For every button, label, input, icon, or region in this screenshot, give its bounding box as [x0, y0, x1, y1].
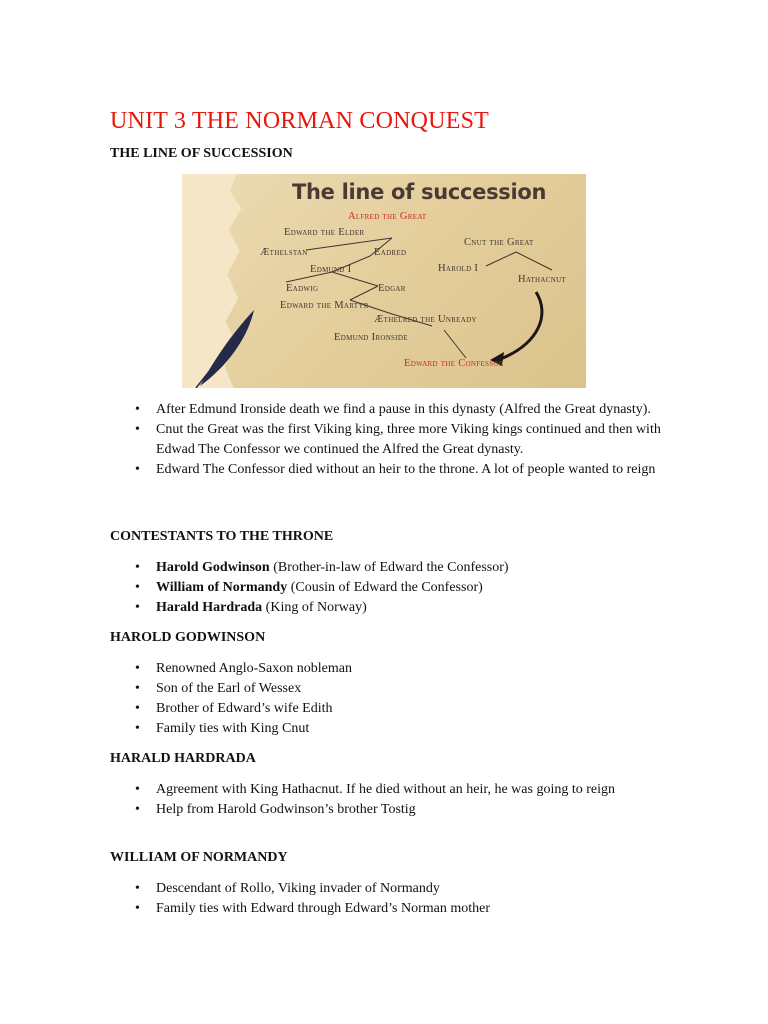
list-item: • Cnut the Great was the first Viking king, three more Viking kings continued and then with Edwad The Confessor we continued the Alfred the Great dynasty. — [110, 420, 670, 460]
section-heading-contestants: CONTESTANTS TO THE THRONE — [110, 529, 334, 544]
section-heading-line-of-succession: THE LINE OF SUCCESSION — [110, 146, 293, 161]
quill-icon — [196, 310, 254, 388]
figure-title: The line of succession — [292, 180, 547, 204]
name-edmund-i: Edmund I — [310, 264, 352, 275]
list-item — [110, 578, 670, 598]
name-edward-martyr: Edward the Martyr — [280, 300, 369, 311]
list-item: • After Edmund Ironside death we find a pause in this dynasty (Alfred the Great dynasty). — [110, 400, 670, 420]
harald-bullets — [110, 780, 670, 820]
page-title: UNIT 3 THE NORMAN CONQUEST — [110, 108, 489, 134]
name-edward-elder: Edward the Elder — [284, 227, 365, 238]
name-harold-i: Harold I — [438, 263, 479, 274]
list-item: • Family ties with King Cnut — [110, 719, 670, 739]
name-edward-confessor: Edward the Confessor — [404, 358, 504, 369]
section-heading-harold: HAROLD GODWINSON — [110, 630, 266, 645]
list-item: • Descendant of Rollo, Viking invader of Normandy — [110, 879, 670, 899]
succession-figure — [182, 174, 586, 388]
harold-bullets — [110, 659, 670, 739]
contestant-name: William of Normandy — [156, 580, 288, 595]
name-hathacnut: Hathacnut — [518, 274, 567, 285]
name-eadred: Eadred — [374, 247, 407, 258]
name-edmund-ironside: Edmund Ironside — [334, 332, 408, 343]
contestant-detail: (Cousin of Edward the Confessor) — [287, 580, 483, 595]
section-heading-william: WILLIAM OF NORMANDY — [110, 850, 288, 865]
name-aethelstan: Æthelstan — [260, 247, 308, 258]
section-heading-harald: HARALD HARDRADA — [110, 751, 256, 766]
list-item: • Brother of Edward’s wife Edith — [110, 699, 670, 719]
list-item: • Family ties with Edward through Edward’s Norman mother — [110, 899, 670, 919]
list-item: • Agreement with King Hathacnut. If he died without an heir, he was going to reign — [110, 780, 670, 800]
succession-bullets — [110, 400, 670, 480]
name-alfred: Alfred the Great — [348, 211, 427, 222]
name-aethelred: Æthelred the Unready — [374, 314, 477, 325]
arrow-icon — [490, 292, 542, 366]
contestant-name: Harold Godwinson — [156, 560, 270, 575]
contestant-detail: (King of Norway) — [262, 600, 367, 615]
contestant-name: Harald Hardrada — [156, 600, 263, 615]
william-bullets — [110, 879, 670, 919]
list-item — [110, 558, 670, 578]
list-item: • Help from Harold Godwinson’s brother Tostig — [110, 800, 670, 820]
list-item — [110, 598, 670, 618]
list-item: • Renowned Anglo-Saxon nobleman — [110, 659, 670, 679]
name-eadwig: Eadwig — [286, 283, 319, 294]
list-item: • Edward The Confessor died without an heir to the throne. A lot of people wanted to reign — [110, 460, 670, 480]
name-cnut: Cnut the Great — [464, 237, 534, 248]
contestant-detail: (Brother-in-law of Edward the Confessor) — [269, 560, 509, 575]
contestants-list — [110, 558, 670, 618]
list-item: • Son of the Earl of Wessex — [110, 679, 670, 699]
name-edgar: Edgar — [378, 283, 406, 294]
